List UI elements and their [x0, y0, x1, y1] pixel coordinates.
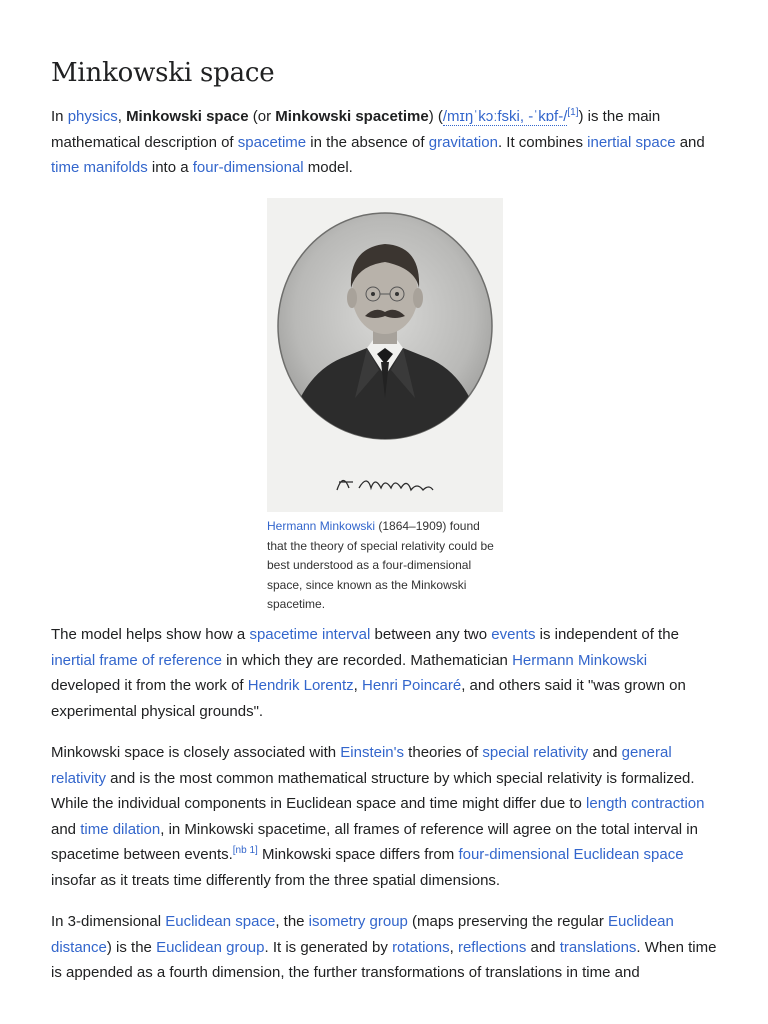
link-time-manifolds[interactable]: time manifolds — [51, 159, 148, 176]
portrait-figure — [267, 198, 503, 615]
paragraph-2: The model helps show how a spacetime interval between any two events is independent of the inertial frame of reference in which they are recorded. Mathematician Hermann Minkowski developed it from the work of Hendrik Lorentz, Henri Poincaré, and others said it "was grown on experimental physical grounds". — [51, 626, 686, 720]
reference-1[interactable]: [1] — [567, 107, 579, 118]
intro-paragraph: In physics, Minkowski space (or Minkowski spacetime) (/mɪŋˈkɔːfski, -ˈkɒf-/[1]) is the main mathematical description of spacetime in the absence of gravitation. It combines inertial space and time manifolds into a four-dimensional model. — [51, 107, 705, 176]
link-einsteins[interactable]: Einstein's — [340, 744, 405, 761]
bold-term-minkowski-spacetime: Minkowski spacetime — [275, 108, 429, 125]
link-time-dilation[interactable]: time dilation — [80, 820, 161, 838]
link-henri-poincare[interactable]: Henri Poincaré — [362, 677, 462, 694]
link-length-contraction[interactable]: length contraction — [586, 795, 705, 812]
link-gravitation[interactable]: gravitation — [428, 133, 498, 151]
paragraph-3: Minkowski space is closely associated with Einstein's theories of special relativity and general relativity and is the most common mathematical structure by which special relativity is formalized. While the individual components in Euclidean space and time might differ due to length contraction and time dilation, in Minkowski spacetime, all frames of reference will agree on the total interval in spacetime between events.[nb 1] Minkowski space differs from four-dimensional Euclidean space insofar as it treats time differently from the three spatial dimensions. — [51, 744, 705, 889]
link-events[interactable]: events — [491, 626, 536, 643]
link-euclidean-group[interactable]: Euclidean group — [156, 938, 265, 956]
caption-link-hermann-minkowski[interactable]: Hermann Minkowski — [267, 519, 376, 533]
link-general-relativity[interactable]: general relativity — [51, 744, 672, 787]
link-spacetime-interval[interactable]: spacetime interval — [249, 626, 371, 643]
link-translations[interactable]: translations — [559, 938, 637, 956]
page-title: Minkowski space — [51, 58, 275, 88]
link-inertial-space[interactable]: inertial space — [587, 133, 676, 151]
link-inertial-frame[interactable]: inertial frame of reference — [51, 651, 222, 669]
link-isometry-group[interactable]: isometry group — [308, 913, 408, 930]
link-spacetime[interactable]: spacetime — [237, 133, 307, 151]
portrait-image[interactable] — [267, 198, 503, 512]
link-euclidean-distance[interactable]: Euclidean distance — [51, 913, 674, 956]
link-physics[interactable]: physics — [67, 108, 118, 125]
link-reflections[interactable]: reflections — [457, 938, 527, 956]
bold-term-minkowski-space: Minkowski space — [126, 108, 249, 125]
link-special-relativity[interactable]: special relativity — [482, 744, 589, 761]
portrait-illustration — [267, 198, 503, 512]
note-nb-1[interactable]: [nb 1] — [232, 845, 258, 856]
link-hermann-minkowski[interactable]: Hermann Minkowski — [512, 651, 648, 669]
figure-caption: Hermann Minkowski (1864–1909) found that the theory of special relativity could be best understood as a four-dimensional space, since known as the Minkowski spacetime. — [267, 519, 494, 611]
pronunciation-link[interactable]: /mɪŋˈkɔːfski, -ˈkɒf-/ — [442, 108, 568, 125]
link-rotations[interactable]: rotations — [392, 938, 450, 956]
link-four-dimensional[interactable]: four-dimensional — [192, 159, 304, 176]
signature-stroke — [337, 480, 433, 490]
link-four-dimensional-euclidean-space[interactable]: four-dimensional Euclidean space — [458, 846, 684, 863]
link-euclidean-space[interactable]: Euclidean space — [165, 913, 276, 930]
paragraph-4: In 3-dimensional Euclidean space, the isometry group (maps preserving the regular Euclidean distance) is the Euclidean group. It is generated by rotations, reflections and translations. When time is appended as a fourth dimension, the further transformations of translations in time and — [51, 913, 717, 981]
link-hendrik-lorentz[interactable]: Hendrik Lorentz — [247, 677, 354, 694]
